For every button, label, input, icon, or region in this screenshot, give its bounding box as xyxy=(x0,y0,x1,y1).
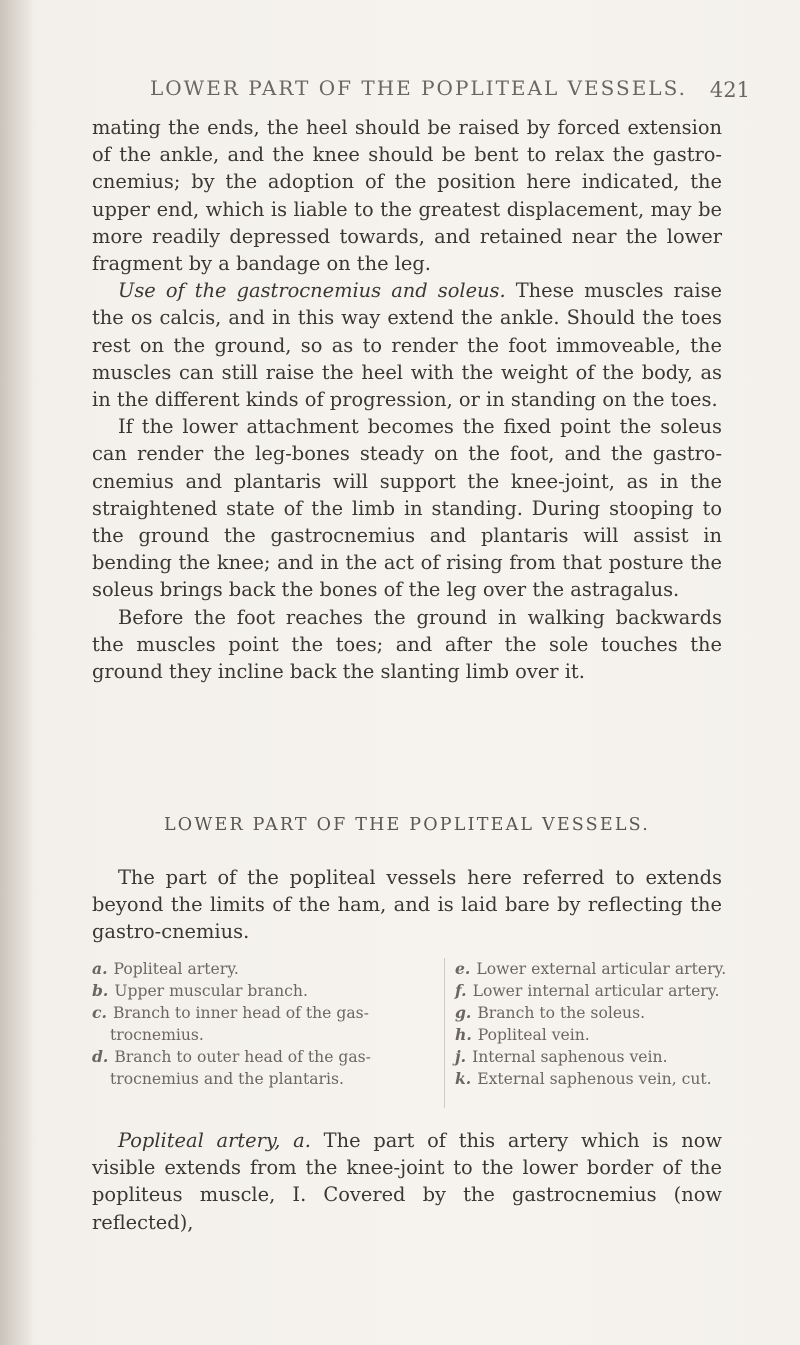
popliteal-artery-paragraph xyxy=(92,1127,722,1236)
legend-text: External saphenous vein, cut. xyxy=(477,1070,712,1088)
paragraph-text: These muscles raise the os calcis, and in this way extend the ankle. Should the toes rest on the ground, so as to render the foot immoveable, the muscles can still raise the heel with the weight of the body, as in the different kinds of progression, or in standing on the toes. xyxy=(92,279,722,412)
legend-key: b. xyxy=(92,981,109,1000)
legend-key: d. xyxy=(92,1047,109,1066)
legend-key: k. xyxy=(455,1069,472,1088)
legend-item xyxy=(455,1068,755,1090)
paragraph-lower-attachment: If the lower attachment becomes the fixed point the soleus can render the leg-bones steady on the foot, and the gastro-cnemius and plantaris will support the knee-joint, as in the straightened state of the limb in standing. During stooping to the ground the gastrocnemius and plantaris will assist in bending the knee; and in the act of rising from that posture the soleus brings back the bones of the leg over the astragalus. xyxy=(92,415,722,602)
running-head: LOWER PART OF THE POPLITEAL VESSELS. xyxy=(150,76,687,100)
legend-item xyxy=(455,980,755,1002)
main-text xyxy=(92,114,722,685)
legend-text: Upper muscular branch. xyxy=(114,982,308,1000)
legend-key: f. xyxy=(455,981,467,1000)
legend-text: Internal saphenous vein. xyxy=(472,1048,668,1066)
paragraph-popliteal-artery xyxy=(92,1127,722,1236)
legend-key: j. xyxy=(455,1047,467,1066)
paragraph-walking-backwards: Before the foot reaches the ground in walking backwards the muscles point the toes; and after the sole touches the ground they incline back the slanting limb over it. xyxy=(92,605,722,684)
section-intro-paragraph: The part of the popliteal vessels here referred to extends beyond the limits of the ham, and is laid bare by reflecting the gastro-cnemius. xyxy=(92,866,722,944)
legend-text: Lower internal articular artery. xyxy=(472,982,720,1000)
legend-item xyxy=(455,1024,755,1046)
legend-text: Popliteal artery. xyxy=(113,960,239,978)
section-heading: LOWER PART OF THE POPLITEAL VESSELS. xyxy=(163,815,650,835)
legend-text: Branch to outer head of the gas-trocnemius and the plantaris. xyxy=(110,1048,371,1088)
legend-key: a. xyxy=(92,959,108,978)
legend-item xyxy=(455,1002,755,1024)
book-gutter xyxy=(0,0,34,1345)
legend-column-left xyxy=(92,958,392,1090)
legend-item xyxy=(455,958,755,980)
legend-item xyxy=(455,1046,755,1068)
legend-item xyxy=(92,958,392,980)
paragraph-continuation: mating the ends, the heel should be raised by forced extension of the ankle, and the knee should be bent to relax the gastro-cnemius; by the adoption of the position here indicated, the upper end, which is liable to the greatest displacement, may be more readily depressed towards, and retained near the lower fragment by a bandage on the leg. xyxy=(92,116,722,276)
legend-key: e. xyxy=(455,959,471,978)
legend-text: Branch to inner head of the gas-trocnemius. xyxy=(110,1004,369,1044)
legend-text: Popliteal vein. xyxy=(477,1026,590,1044)
legend-item xyxy=(92,1046,392,1090)
legend-key: h. xyxy=(455,1025,472,1044)
section-intro xyxy=(92,864,722,946)
figure-legend xyxy=(92,958,727,1112)
legend-text: Branch to the soleus. xyxy=(477,1004,646,1022)
legend-key: g. xyxy=(455,1003,472,1022)
paragraph-use-of-muscles xyxy=(92,277,722,413)
paragraph-lead-italic: Use of the gastrocnemius and soleus. xyxy=(118,279,506,303)
legend-item xyxy=(92,980,392,1002)
paragraph-text: The part of this artery which is now visible extends from the knee-joint to the lower border of the popliteus muscle, I. Covered by the gastrocnemius (now reflected), xyxy=(92,1129,722,1234)
legend-text: Lower external articular artery. xyxy=(476,960,727,978)
legend-key: c. xyxy=(92,1003,107,1022)
page-header xyxy=(150,70,750,110)
legend-item xyxy=(92,1002,392,1046)
page-number: 421 xyxy=(709,78,750,102)
paragraph-lead-italic: Popliteal artery, a. xyxy=(118,1129,311,1152)
legend-column-right xyxy=(444,958,755,1108)
